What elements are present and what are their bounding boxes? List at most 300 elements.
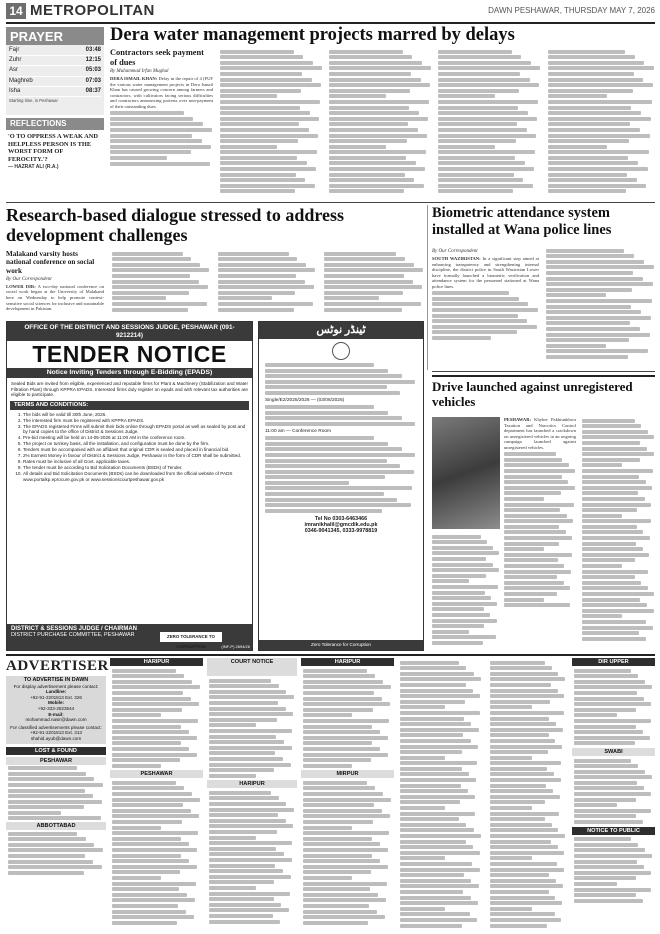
text-line xyxy=(112,719,198,723)
text-line xyxy=(582,564,622,568)
text-line xyxy=(324,280,413,284)
text-line xyxy=(400,705,445,709)
prayer-times-list xyxy=(6,45,104,98)
text-line xyxy=(574,792,651,796)
text-line xyxy=(438,134,536,138)
text-line xyxy=(112,730,189,734)
text-line xyxy=(220,178,305,182)
text-line xyxy=(504,547,544,551)
text-line xyxy=(548,89,633,93)
tender-office: OFFICE OF THE DISTRICT AND SESSIONS JUDGE, PESHAWAR (091-9212214) xyxy=(7,322,252,341)
divider-2 xyxy=(432,371,655,372)
lead-col-2 xyxy=(220,48,323,200)
story4-intro-text: Khyber Pakhtunkhwa Taxation and Narcotics Control department has launched a crackdown on unregistered vehicles in an ongoing campaign launched against unregistered vehicles. xyxy=(504,417,576,450)
text-line xyxy=(400,745,478,749)
text-line xyxy=(438,178,523,182)
text-line xyxy=(490,728,563,732)
col2-heading: COURT NOTICE xyxy=(207,658,297,676)
text-line xyxy=(504,603,570,607)
text-line xyxy=(400,884,479,888)
text-line xyxy=(490,907,532,911)
text-line xyxy=(265,405,374,409)
text-line xyxy=(303,910,377,914)
text-line xyxy=(400,873,464,877)
lead-intro xyxy=(110,76,213,110)
text-line xyxy=(546,299,652,303)
text-line xyxy=(112,274,190,278)
text-line xyxy=(582,430,648,434)
text-line xyxy=(574,893,636,897)
text-line xyxy=(432,568,499,572)
text-line xyxy=(110,162,210,166)
story2-col-1 xyxy=(6,250,104,318)
text-line xyxy=(329,100,429,104)
text-line xyxy=(112,697,191,701)
text-line xyxy=(546,321,630,325)
text-line xyxy=(209,735,276,739)
lost-found-heading: LOST & FOUND xyxy=(6,747,106,755)
text-line xyxy=(582,419,635,423)
text-line xyxy=(324,257,405,261)
text-line xyxy=(574,669,631,673)
tender-subtitle: Notice Inviting Tenders through E-Bidding (EPADS) xyxy=(7,368,252,378)
text-line xyxy=(209,679,271,683)
text-line xyxy=(432,291,509,295)
text-line xyxy=(265,509,382,513)
text-line xyxy=(112,837,181,841)
text-line xyxy=(490,817,545,821)
text-line xyxy=(209,808,294,812)
text-line xyxy=(112,870,180,874)
text-line xyxy=(582,609,654,613)
urdu-contact-tel: Tel No 0303-6463466 xyxy=(314,515,368,522)
text-line xyxy=(574,814,636,818)
text-line xyxy=(582,581,641,585)
text-line xyxy=(218,268,315,272)
text-line xyxy=(303,887,370,891)
tender-term: 4. Pre-bid meeting will be held on 14-05-2026 at 11:00 AM in the conference room. xyxy=(23,435,247,441)
text-line xyxy=(438,72,520,76)
text-line xyxy=(574,786,644,790)
text-line xyxy=(432,613,490,617)
text-line xyxy=(112,764,161,768)
text-line xyxy=(400,677,481,681)
text-line xyxy=(110,128,212,132)
text-line xyxy=(400,817,459,821)
text-line xyxy=(218,252,289,256)
text-line xyxy=(548,117,651,121)
text-line xyxy=(400,896,471,900)
story2-body xyxy=(6,250,424,318)
classified-col-5 xyxy=(488,658,568,930)
text-line xyxy=(303,708,373,712)
text-line xyxy=(490,717,549,721)
text-line xyxy=(112,708,182,712)
text-line xyxy=(438,94,495,98)
text-line xyxy=(218,263,306,267)
text-line xyxy=(303,786,375,790)
col1-heading: HARIPUR xyxy=(110,658,203,666)
text-line xyxy=(574,764,638,768)
text-line xyxy=(504,463,569,467)
text-line xyxy=(400,828,474,832)
email-address[interactable]: mohammad.nasir@dawn.com xyxy=(25,717,87,723)
text-line xyxy=(490,845,558,849)
text-line xyxy=(265,374,402,378)
tender-term: 10. All details and Bid Solicitation Documents (BSDs) can be downloaded from the official website of PADS www.portalkp.eprocure.gov.pk or www.sessionscourtpeshawar.gov.pk xyxy=(23,471,247,482)
text-line xyxy=(582,598,640,602)
text-line xyxy=(574,713,617,717)
text-line xyxy=(400,845,473,849)
text-line xyxy=(8,766,77,770)
text-line xyxy=(112,736,197,740)
story2-headline: Research-based dialogue stressed to address development challenges xyxy=(6,205,345,245)
page-number: 14 xyxy=(6,3,26,19)
text-line xyxy=(400,856,445,860)
text-line xyxy=(548,139,629,143)
advertiser-title: ADVERTISER xyxy=(6,658,109,674)
text-line xyxy=(112,865,197,869)
section-title: METROPOLITAN xyxy=(30,2,155,19)
classified-email[interactable]: shahid.ayub@dawn.com xyxy=(30,735,82,741)
text-line xyxy=(582,508,637,512)
text-line xyxy=(400,761,477,765)
text-line xyxy=(574,899,643,903)
text-line xyxy=(265,369,388,373)
text-line xyxy=(438,55,521,59)
text-line xyxy=(265,391,400,395)
tender-signer: DISTRICT & SESSIONS JUDGE / CHAIRMAN xyxy=(11,626,138,632)
to-advertise-heading: TO ADVERTISE IN DAWN xyxy=(23,677,89,683)
text-line xyxy=(112,257,191,261)
text-line xyxy=(438,106,518,110)
story2-col-3 xyxy=(218,250,316,318)
text-line xyxy=(220,94,277,98)
urdu-meeting: 11:00 am — Conference Room xyxy=(265,428,332,434)
text-line xyxy=(546,333,650,337)
text-line xyxy=(548,100,652,104)
text-line xyxy=(218,308,294,312)
text-line xyxy=(209,763,291,767)
text-line xyxy=(582,525,637,529)
text-line xyxy=(504,581,564,585)
text-line xyxy=(504,542,559,546)
lost-found-city-2: ABBOTTABAD xyxy=(6,822,106,830)
text-line xyxy=(490,722,556,726)
text-line xyxy=(329,189,404,193)
text-line xyxy=(220,78,312,82)
text-line xyxy=(303,859,380,863)
text-line xyxy=(438,139,516,143)
text-line xyxy=(438,50,512,54)
text-line xyxy=(504,469,575,473)
reflections-box xyxy=(6,118,104,198)
text-line xyxy=(582,626,653,630)
text-line xyxy=(303,674,375,678)
text-line xyxy=(400,918,477,922)
text-line xyxy=(438,117,537,121)
text-line xyxy=(546,305,631,309)
text-line xyxy=(504,508,560,512)
text-line xyxy=(582,553,649,557)
text-line xyxy=(504,458,562,462)
text-line xyxy=(582,463,622,467)
text-line xyxy=(432,325,537,329)
text-line xyxy=(582,570,648,574)
text-line xyxy=(400,901,478,905)
text-line xyxy=(209,852,284,856)
text-line xyxy=(574,820,643,824)
col3-subheading: MIRPUR xyxy=(301,770,394,778)
lead-story xyxy=(110,48,655,200)
prayer-time: 03:48 xyxy=(85,47,101,53)
text-line xyxy=(574,697,644,701)
text-line xyxy=(303,697,382,701)
text-line xyxy=(112,741,181,745)
text-line xyxy=(329,128,418,132)
text-line xyxy=(400,912,470,916)
text-line xyxy=(8,783,103,787)
text-line xyxy=(209,841,292,845)
urdu-contact-mobile: 0346-9041345, 0333-9978819 xyxy=(304,527,378,534)
text-line xyxy=(112,285,208,289)
text-line xyxy=(218,257,297,261)
text-line xyxy=(400,907,445,911)
text-line xyxy=(490,700,550,704)
text-line xyxy=(329,167,425,171)
text-line xyxy=(324,252,396,256)
prayer-row xyxy=(9,87,101,97)
text-line xyxy=(8,860,93,864)
text-line xyxy=(329,50,403,54)
text-line xyxy=(303,814,390,818)
text-line xyxy=(574,685,652,689)
advertise-box xyxy=(6,676,106,744)
text-line xyxy=(112,893,187,897)
text-line xyxy=(303,753,388,757)
text-line xyxy=(400,879,471,883)
story2-col-4 xyxy=(324,250,424,318)
text-line xyxy=(265,475,385,479)
text-line xyxy=(329,55,412,59)
text-line xyxy=(8,871,84,875)
text-line xyxy=(8,865,102,869)
text-line xyxy=(303,669,367,673)
text-line xyxy=(8,772,86,776)
text-line xyxy=(582,441,640,445)
text-line xyxy=(112,803,183,807)
text-line xyxy=(574,736,650,740)
text-line xyxy=(400,862,472,866)
text-line xyxy=(582,620,646,624)
text-line xyxy=(490,661,545,665)
lead-col-5 xyxy=(548,48,655,200)
text-line xyxy=(112,291,189,295)
text-line xyxy=(438,128,527,132)
text-line xyxy=(112,263,200,267)
text-line xyxy=(490,689,558,693)
text-line xyxy=(112,798,200,802)
text-line xyxy=(329,161,416,165)
text-line xyxy=(303,904,369,908)
classified-label: For classified advertisements please contact: xyxy=(10,724,102,730)
text-line xyxy=(400,868,480,872)
col6-subheading-2: NOTICE TO PUBLIC xyxy=(572,827,655,835)
text-line xyxy=(490,896,555,900)
text-line xyxy=(303,854,372,858)
urdu-contact-email: imranikhalil@gmcdik.edu.pk xyxy=(304,521,378,528)
text-line xyxy=(209,768,274,772)
text-line xyxy=(582,469,653,473)
text-line xyxy=(329,134,427,138)
text-line xyxy=(303,758,371,762)
prayer-box xyxy=(6,27,104,115)
text-line xyxy=(546,316,651,320)
text-line xyxy=(209,813,278,817)
prayer-name: Isha xyxy=(9,87,21,94)
text-line xyxy=(209,707,286,711)
text-line xyxy=(438,100,538,104)
text-line xyxy=(548,178,637,182)
text-line xyxy=(303,719,389,723)
text-line xyxy=(265,470,414,474)
text-line xyxy=(209,819,286,823)
classified-col-6 xyxy=(572,658,655,930)
text-line xyxy=(400,772,469,776)
col3-body-1 xyxy=(301,666,394,770)
text-line xyxy=(400,778,476,782)
text-line xyxy=(548,61,644,65)
text-line xyxy=(548,134,650,138)
text-line xyxy=(220,66,322,70)
text-line xyxy=(582,542,636,546)
story2-dateline: LOWER DIR: xyxy=(6,283,36,289)
text-line xyxy=(303,702,390,706)
text-line xyxy=(432,563,493,567)
text-line xyxy=(548,173,627,177)
text-line xyxy=(209,858,292,862)
text-line xyxy=(504,491,561,495)
text-line xyxy=(265,442,388,446)
text-line xyxy=(329,156,406,160)
text-line xyxy=(574,680,645,684)
text-line xyxy=(112,814,199,818)
advertiser-section xyxy=(6,658,109,930)
text-line xyxy=(303,809,382,813)
text-line xyxy=(112,882,196,886)
classified-col-3 xyxy=(301,658,394,930)
text-line xyxy=(546,271,633,275)
text-line xyxy=(303,893,378,897)
text-line xyxy=(490,856,532,860)
text-line xyxy=(303,713,352,717)
text-line xyxy=(548,106,631,110)
text-line xyxy=(329,173,405,177)
text-line xyxy=(574,854,652,858)
text-line xyxy=(400,851,480,855)
text-line xyxy=(490,806,532,810)
text-line xyxy=(329,184,424,188)
text-line xyxy=(582,575,635,579)
story4-image xyxy=(432,417,500,529)
text-line xyxy=(548,94,607,98)
urdu-title: ٹینڈر نوٹس xyxy=(259,322,423,339)
lead-col-4 xyxy=(438,48,541,200)
text-line xyxy=(324,291,403,295)
tender-term: 1. The bids will be valid till 30th June, 2026. xyxy=(23,412,247,418)
prayer-time: 05:03 xyxy=(85,67,101,74)
text-line xyxy=(490,912,555,916)
text-line xyxy=(582,614,622,618)
prayer-time: 12:15 xyxy=(85,57,101,64)
text-line xyxy=(490,666,552,670)
tender-terms-title: TERMS AND CONDITIONS: xyxy=(10,401,249,410)
text-line xyxy=(220,61,313,65)
text-line xyxy=(574,882,617,886)
text-line xyxy=(209,757,283,761)
story2-subhead: Malakand varsity hosts national conference on social work xyxy=(6,250,95,275)
tender-term: 3. The EPADS registered Firms will submit their bids online through EPADS portal as well as sealed by post and by hand copies to the office of District & Sessions Judge. xyxy=(23,424,247,435)
text-line xyxy=(112,910,186,914)
text-line xyxy=(490,705,532,709)
text-line xyxy=(548,55,635,59)
text-line xyxy=(504,564,564,568)
text-line xyxy=(490,739,555,743)
text-line xyxy=(504,503,574,507)
text-line xyxy=(438,61,531,65)
text-line xyxy=(490,789,553,793)
text-line xyxy=(303,842,380,846)
prayer-row xyxy=(9,56,101,66)
urdu-ref-line: Single/E2/2025/2026 — (03/06/2026) xyxy=(265,397,345,403)
lead-intro-text: Delay in the repair of 4 (FUF the various water management projects in Dera Ismail Khan has caused growing concern among farmers and contractors, with cultivators facing serious difficulties and contractors announcing protests over non-payment of their outstanding dues. xyxy=(110,76,213,109)
text-line xyxy=(112,691,183,695)
text-line xyxy=(220,100,320,104)
text-line xyxy=(490,795,560,799)
col3-body-2 xyxy=(301,778,394,927)
text-line xyxy=(490,851,564,855)
text-line xyxy=(220,150,317,154)
text-line xyxy=(209,908,289,912)
text-line xyxy=(265,422,415,426)
text-line xyxy=(574,809,651,813)
text-line xyxy=(112,848,197,852)
text-line xyxy=(209,802,286,806)
urdu-body-bottom xyxy=(259,436,423,513)
text-line xyxy=(209,864,275,868)
text-line xyxy=(209,824,293,828)
text-line xyxy=(504,553,572,557)
story3-col-1 xyxy=(432,247,539,370)
text-line xyxy=(574,876,636,880)
text-line xyxy=(548,83,653,87)
text-line xyxy=(490,778,561,782)
text-line xyxy=(209,712,293,716)
text-line xyxy=(400,784,461,788)
text-line xyxy=(329,145,386,149)
text-line xyxy=(504,570,571,574)
text-line xyxy=(265,447,402,451)
text-line xyxy=(400,840,466,844)
text-line xyxy=(574,871,651,875)
story3-headline: Biometric attendance system installed at Wana police lines xyxy=(432,205,612,238)
divider-3 xyxy=(6,654,655,656)
story3-col-1-body xyxy=(432,291,539,340)
lost-found-body-1 xyxy=(6,766,106,820)
text-line xyxy=(548,150,649,154)
text-line xyxy=(574,803,617,807)
text-line xyxy=(582,530,643,534)
